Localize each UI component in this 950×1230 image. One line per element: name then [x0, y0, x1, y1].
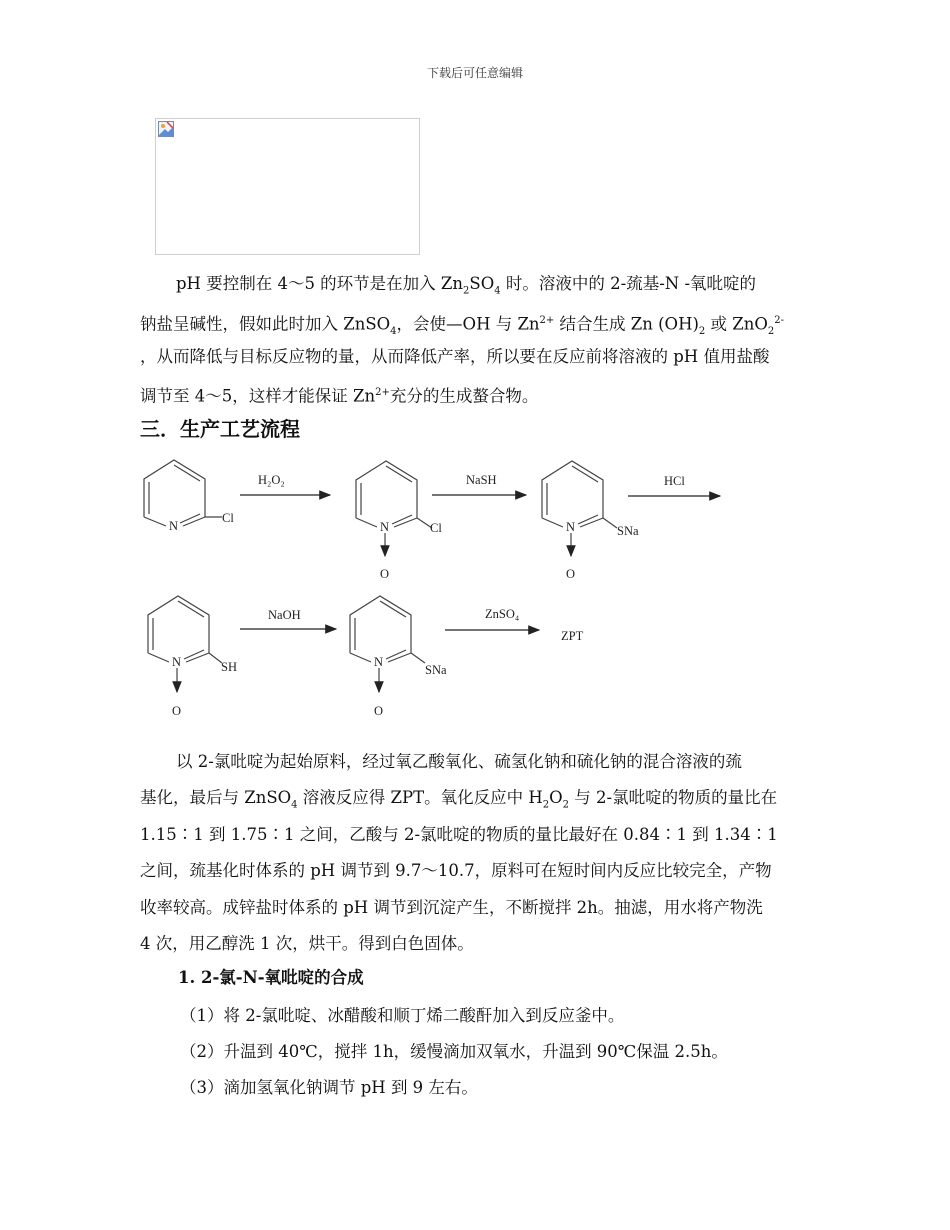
molecule-2-mercaptopyridine-n-oxide — [148, 596, 222, 692]
atom-n: N — [380, 520, 390, 534]
reagent-naoh: NaOH — [268, 608, 301, 622]
page-header: 下载后可任意编辑 — [426, 66, 523, 80]
paragraph-2-line-6: 4 次，用乙醇洗 1 次，烘干。得到白色固体。 — [140, 934, 474, 953]
paragraph-2-line-2: 基化，最后与 ZnSO$_4$ 溶液反应得 ZPT。氧化反应中 $H_2O_2$ 与 2-氯吡啶的物质的量比在 — [140, 788, 778, 811]
step-1: （1）将 2-氯吡啶、冰醋酸和顺丁烯二酸酐加入到反应釜中。 — [180, 1006, 625, 1025]
group-sh: SH — [221, 660, 237, 674]
atom-n: N — [169, 519, 179, 533]
molecule-n-oxide-sodium-salt-1 — [542, 461, 617, 556]
broken-image-icon — [158, 121, 174, 137]
product-zpt: ZPT — [561, 629, 584, 643]
step-2: （2）升温到 40℃，搅拌 1h，缓慢滴加双氧水，升温到 90℃保温 2.5h。 — [180, 1042, 728, 1061]
paragraph-1-line-3: ，从而降低与目标反应物的量，从而降低产率，所以要在反应前将溶液的 pH 值用盐酸 — [140, 347, 770, 366]
atom-n: N — [172, 655, 182, 669]
atom-o: O — [380, 567, 390, 581]
molecule-2-chloropyridine — [144, 460, 222, 526]
atom-o: O — [374, 704, 384, 718]
paragraph-1-line-1: pH 要控制在 4～5 的环节是在加入 $Zn_2SO_4$ 时。溶液中的 2-巯基-N -氧吡啶的 — [176, 274, 757, 297]
molecule-2-chloropyridine-n-oxide — [356, 461, 432, 556]
atom-n: N — [566, 520, 576, 534]
group-sna: SNa — [425, 663, 447, 677]
atom-o: O — [172, 704, 182, 718]
atom-cl: Cl — [430, 521, 442, 535]
paragraph-1-line-4: 调节至 4～5，这样才能保证 $Zn^{2+}$充分的生成螯合物。 — [140, 386, 539, 406]
paragraph-2-line-3: 1.15∶1 到 1.75∶1 之间，乙酸与 2-氯吡啶的物质的量比最好在 0.84∶1 到 1.34∶1 — [140, 825, 778, 844]
section-title: 三．生产工艺流程 — [140, 417, 300, 441]
reagent-znso4: ZnSO₄ — [485, 607, 520, 621]
paragraph-2-line-1: 以 2-氯吡啶为起始原料，经过氧乙酸氧化、硫氢化钠和硫化钠的混合溶液的巯 — [176, 752, 742, 771]
reagent-hcl: HCl — [664, 474, 685, 488]
atom-o: O — [566, 567, 576, 581]
reaction-scheme — [0, 440, 950, 730]
step-3: （3）滴加氢氧化钠调节 pH 到 9 左右。 — [180, 1078, 478, 1097]
subsection-title: 1. 2-氯-N-氧吡啶的合成 — [178, 968, 364, 987]
paragraph-2-line-4: 之间，巯基化时体系的 pH 调节到 9.7～10.7，原料可在短时间内反应比较完全，产物 — [140, 861, 772, 880]
atom-cl: Cl — [222, 511, 234, 525]
reagent-nash: NaSH — [466, 473, 497, 487]
paragraph-1-line-2: 钠盐呈碱性，假如此时加入 ZnSO$_4$，会使—OH 与 $Zn^{2+}$ 结合生成 Zn $(OH)_2$ 或 ZnO$_2^{2-}$ — [140, 314, 785, 337]
molecule-n-oxide-sodium-salt-2 — [350, 596, 425, 692]
paragraph-2-line-5: 收率较高。成锌盐时体系的 pH 调节到沉淀产生，不断搅拌 2h。抽滤，用水将产物洗 — [140, 898, 763, 917]
reagent-h2o2: H₂O₂ — [258, 473, 285, 487]
atom-n: N — [374, 655, 384, 669]
broken-image-placeholder — [155, 118, 420, 255]
group-sna: SNa — [617, 524, 639, 538]
